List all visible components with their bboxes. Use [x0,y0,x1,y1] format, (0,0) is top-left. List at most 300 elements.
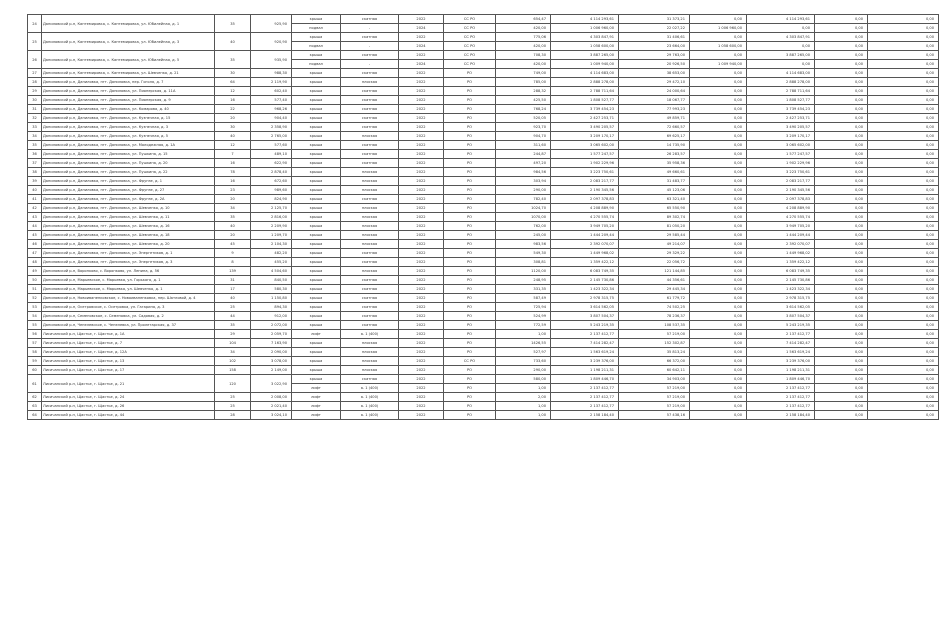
owners-cell: 0,00 [868,411,939,420]
budget-cell: 0,00 [815,42,868,51]
work-type-cell: крыша [292,375,341,384]
apartments-cell: 25 [215,402,251,411]
year-cell: 2022 [399,402,444,411]
organization-cell: РО [444,240,496,249]
table-row [28,204,939,213]
row-number-cell: 44 [28,222,42,231]
organization-cell: РО [444,366,496,375]
work-type-cell: лифт [292,411,341,420]
year-cell: 2022 [399,15,444,24]
cost-cell: 2 083 217,77 [551,177,619,186]
table-row [28,366,939,375]
address-cell: Лисичанский р-н, Щастье, г. Щастье, д. 1А [42,330,215,339]
apartments-cell: 34 [215,204,251,213]
table-row [28,123,939,132]
table-row [28,357,939,366]
apartments-cell: 30 [215,69,251,78]
table-row [28,33,939,42]
work-type-cell: крыша [292,186,341,195]
fund-cell: 0,00 [690,375,747,384]
volume-cell: 1024,70 [496,204,551,213]
fund-cell: 0,00 [690,204,747,213]
budget-cell: 0,00 [815,195,868,204]
budget-cell: 0,00 [815,357,868,366]
volume-cell: 331,35 [496,285,551,294]
table-row [28,51,939,60]
volume-cell: 785,00 [496,78,551,87]
apartments-cell: 35 [215,213,251,222]
work-type-cell: крыша [292,195,341,204]
fund-cell: 0,00 [690,393,747,402]
material-cell: скатная [341,105,399,114]
table-row [28,114,939,123]
work-type-cell: крыша [292,240,341,249]
fund-cell: 0,00 [690,267,747,276]
table-row [28,186,939,195]
work-type-cell: крыша [292,321,341,330]
apartments-cell: 35 [215,15,251,33]
fund-cell: 1 058 600,00 [690,42,747,51]
area-cell: 577,60 [251,141,292,150]
regional-fund-cell: 4 114 293,61 [747,15,815,24]
address-cell: Даниловский р-н, Даниловка, пгт. Даниловка, ул. Кузнечная, д. 15 [42,114,215,123]
address-cell: Даниловский р-н, Даниловка, пгт. Даниловка, ул. Энергетиков, д. 1 [42,249,215,258]
year-cell: 2024 [399,60,444,69]
area-cell: 672,60 [251,177,292,186]
cost-cell: 3 739 454,23 [551,105,619,114]
organization-cell: РО [444,375,496,384]
budget-cell: 0,00 [815,105,868,114]
address-cell: Даниловский р-н, Воронково, с. Воронково, ул. Ленина, д. 56 [42,267,215,276]
apartments-cell: 9 [215,249,251,258]
owners-cell: 0,00 [868,69,939,78]
row-number-cell: 30 [28,96,42,105]
address-cell: Даниловский р-н, Чепелевское, с. Чепелевка, ул. Пролетарская, д. 37 [42,321,215,330]
address-cell: Даниловский р-н, Даниловка, пгт. Даниловка, ул. Пушкина, д. 22 [42,168,215,177]
regional-fund-cell: 2 083 217,77 [747,177,815,186]
row-number-cell: 29 [28,87,42,96]
volume-cell: 782,40 [496,195,551,204]
area-cell: 1 150,80 [251,294,292,303]
table-row [28,312,939,321]
unit-cost-cell: 44 356,61 [619,276,690,285]
material-cell: - [341,42,399,51]
row-number-cell: 39 [28,177,42,186]
work-type-cell: крыша [292,303,341,312]
work-type-cell: крыша [292,294,341,303]
row-number-cell: 42 [28,204,42,213]
work-type-cell: крыша [292,348,341,357]
apartments-cell: 40 [215,33,251,51]
unit-cost-cell: 31 373,21 [619,15,690,24]
volume-cell: 708,30 [496,51,551,60]
table-row [28,222,939,231]
volume-cell: 420,00 [496,60,551,69]
area-cell: 2 104,30 [251,240,292,249]
year-cell: 2022 [399,384,444,393]
address-cell: Даниловский р-н, Даниловка, пгт. Даниловка, ул. Пионерская, д. 11А [42,87,215,96]
area-cell: 3 024,10 [251,411,292,420]
material-cell: плоская [341,222,399,231]
apartments-cell: 28 [215,411,251,420]
work-type-cell: крыша [292,150,341,159]
table-row [28,411,939,420]
table-row [28,159,939,168]
volume-cell: 248,95 [496,276,551,285]
apartments-cell: 78 [215,168,251,177]
regional-fund-cell: 0,00 [747,24,815,33]
apartments-cell: 139 [215,267,251,276]
year-cell: 2022 [399,159,444,168]
fund-cell: 0,00 [690,33,747,42]
area-cell: 968,26 [251,105,292,114]
row-number-cell: 40 [28,186,42,195]
unit-cost-cell: 29 472,10 [619,78,690,87]
cost-cell: 3 949 705,20 [551,222,619,231]
volume-cell: 420,00 [496,24,551,33]
fund-cell: 0,00 [690,123,747,132]
year-cell: 2024 [399,24,444,33]
year-cell: 2022 [399,96,444,105]
organization-cell: РО [444,222,496,231]
owners-cell: 0,00 [868,168,939,177]
year-cell: 2022 [399,195,444,204]
apartments-cell: 22 [215,105,251,114]
year-cell: 2022 [399,339,444,348]
organization-cell: РО [444,402,496,411]
address-cell: Даниловский р-н, Даниловка, пгт. Даниловка, ул. Шевченко, д. 10 [42,204,215,213]
cost-cell: 3 490 205,57 [551,123,619,132]
work-type-cell: лифт [292,330,341,339]
budget-cell: 0,00 [815,258,868,267]
owners-cell: 0,00 [868,339,939,348]
area-cell: 989,60 [251,186,292,195]
material-cell: скатная [341,123,399,132]
material-cell: плоская [341,132,399,141]
unit-cost-cell: 22 056,72 [619,258,690,267]
area-cell: 2 358,90 [251,123,292,132]
unit-cost-cell: 31 483,77 [619,177,690,186]
volume-cell: 1,00 [496,411,551,420]
owners-cell: 0,00 [868,231,939,240]
row-number-cell: 59 [28,357,42,366]
table-row [28,168,939,177]
cost-cell: 2 427 253,71 [551,114,619,123]
apartments-cell: 25 [215,303,251,312]
cost-cell: 1 902 229,96 [551,159,619,168]
regional-fund-cell: 1 359 422,12 [747,258,815,267]
organization-cell: РО [444,114,496,123]
cost-cell: 3 239 376,00 [551,357,619,366]
regional-fund-cell: 1 198 211,31 [747,366,815,375]
table-row [28,87,939,96]
volume-cell: 733,60 [496,357,551,366]
budget-cell: 0,00 [815,330,868,339]
volume-cell: 587,49 [496,294,551,303]
address-cell: Даниловский р-н, Даниловка, пгт. Даниловка, ул. Шевченко, д. 20 [42,240,215,249]
apartments-cell: 40 [215,294,251,303]
work-type-cell: крыша [292,276,341,285]
organization-cell: РО [444,303,496,312]
area-cell: 489,10 [251,150,292,159]
volume-cell: 524,99 [496,312,551,321]
row-number-cell: 33 [28,123,42,132]
unit-cost-cell: 72 660,57 [619,123,690,132]
budget-cell: 0,00 [815,24,868,33]
material-cell: а. 1 (400) [341,393,399,402]
area-cell: 2 816,00 [251,213,292,222]
material-cell: скатная [341,15,399,24]
row-number-cell: 27 [28,69,42,78]
fund-cell: 0,00 [690,240,747,249]
fund-cell: 0,00 [690,132,747,141]
address-cell: Даниловский р-н, Даниловка, пгт. Даниловка, пер. Гоголя, д. 7 [42,78,215,87]
organization-cell: РО [444,384,496,393]
year-cell: 2022 [399,141,444,150]
fund-cell: 0,00 [690,231,747,240]
regional-fund-cell: 1 577 247,57 [747,150,815,159]
budget-cell: 0,00 [815,285,868,294]
cost-cell: 2 978 315,75 [551,294,619,303]
address-cell: Даниловский р-н, Даниловка, пгт. Даниловка, ул. Фрунзе, д. 27 [42,186,215,195]
regional-fund-cell: 3 239 376,00 [747,357,815,366]
regional-fund-cell: 1 444 209,44 [747,231,815,240]
fund-cell: 0,00 [690,141,747,150]
address-cell: Даниловский р-н, Даниловка, пгт. Даниловка, ул. Фрунзе, д. 1 [42,177,215,186]
work-type-cell: крыша [292,123,341,132]
organization-cell: РО [444,411,496,420]
row-number-cell: 53 [28,303,42,312]
address-cell: Лисичанский р-н, Щастье, г. Щастье, д. 21 [42,375,215,393]
document-sheet [27,14,934,609]
material-cell: плоская [341,78,399,87]
work-type-cell: крыша [292,132,341,141]
row-number-cell: 36 [28,150,42,159]
owners-cell: 0,00 [868,204,939,213]
row-number-cell: 51 [28,285,42,294]
unit-cost-cell: 65 550,90 [619,204,690,213]
volume-cell: 580,00 [496,375,551,384]
owners-cell: 0,00 [868,357,939,366]
owners-cell: 0,00 [868,141,939,150]
unit-cost-cell: 23 664,00 [619,42,690,51]
unit-cost-cell: 60 642,11 [619,366,690,375]
organization-cell: РО [444,267,496,276]
fund-cell: 0,00 [690,276,747,285]
budget-cell: 0,00 [815,123,868,132]
regional-fund-cell: 4 114 683,00 [747,69,815,78]
material-cell: скатная [341,141,399,150]
unit-cost-cell: 24 000,64 [619,87,690,96]
row-number-cell: 31 [28,105,42,114]
regional-fund-cell: 1 563 619,24 [747,348,815,357]
organization-cell: РО [444,204,496,213]
fund-cell: 0,00 [690,411,747,420]
owners-cell: 0,00 [868,258,939,267]
table-row [28,285,939,294]
volume-cell: 527,97 [496,348,551,357]
material-cell: скатная [341,249,399,258]
material-cell: плоская [341,267,399,276]
area-cell: 920,90 [251,33,292,51]
year-cell: 2022 [399,312,444,321]
area-cell: 577,40 [251,96,292,105]
year-cell: 2022 [399,240,444,249]
cost-cell: 1 423 322,34 [551,285,619,294]
fund-cell: 0,00 [690,357,747,366]
table-row [28,258,939,267]
area-cell: 925,90 [251,15,292,33]
budget-cell: 0,00 [815,69,868,78]
table-row [28,213,939,222]
owners-cell: 0,00 [868,321,939,330]
regional-fund-cell: 2 392 070,07 [747,240,815,249]
material-cell: скатная [341,33,399,42]
owners-cell: 0,00 [868,267,939,276]
work-type-cell: крыша [292,33,341,42]
regional-fund-cell: 3 807 504,37 [747,312,815,321]
fund-cell: 0,00 [690,150,747,159]
unit-cost-cell: 29 445,34 [619,285,690,294]
owners-cell: 0,00 [868,330,939,339]
apartments-cell: 16 [215,177,251,186]
area-cell: 3 022,90 [251,375,292,393]
cost-cell: 2 888 278,00 [551,78,619,87]
unit-cost-cell: 77 993,23 [619,105,690,114]
work-type-cell: лифт [292,393,341,402]
owners-cell: 0,00 [868,312,939,321]
fund-cell: 0,00 [690,348,747,357]
row-number-cell: 28 [28,78,42,87]
year-cell: 2022 [399,114,444,123]
regional-fund-cell: 3 887 265,00 [747,51,815,60]
apartments-cell: 40 [215,132,251,141]
cost-cell: 3 223 750,61 [551,168,619,177]
apartments-cell: 158 [215,366,251,375]
table-row [28,96,939,105]
volume-cell: 904,70 [496,132,551,141]
owners-cell: 0,00 [868,132,939,141]
unit-cost-cell: 22 027,22 [619,24,690,33]
year-cell: 2022 [399,222,444,231]
budget-cell: 0,00 [815,348,868,357]
unit-cost-cell: 29 763,00 [619,51,690,60]
apartments-cell: 25 [215,393,251,402]
address-cell: Даниловский р-н, Кантемировка, с. Кантемировка, ул. Юбилейная, д. 1 [42,15,215,33]
unit-cost-cell: 34 903,00 [619,375,690,384]
row-number-cell: 49 [28,267,42,276]
fund-cell: 0,00 [690,402,747,411]
apartments-cell: 23 [215,186,251,195]
work-type-cell: крыша [292,114,341,123]
regional-fund-cell: 3 209 170,17 [747,132,815,141]
area-cell: 580,30 [251,285,292,294]
owners-cell: 0,00 [868,15,939,24]
volume-cell: 425,50 [496,96,551,105]
material-cell: скатная [341,69,399,78]
work-type-cell: крыша [292,231,341,240]
regional-fund-cell: 3 949 705,20 [747,222,815,231]
year-cell: 2022 [399,249,444,258]
volume-cell: 2,00 [496,393,551,402]
area-cell: 2 149,00 [251,366,292,375]
volume-cell: 303,94 [496,177,551,186]
year-cell: 2022 [399,393,444,402]
fund-cell: 0,00 [690,15,747,24]
material-cell: а. 1 (400) [341,402,399,411]
organization-cell: РО [444,321,496,330]
apartments-cell: 35 [215,321,251,330]
unit-cost-cell: 108 537,35 [619,321,690,330]
apartments-cell: 20 [215,231,251,240]
row-number-cell: 26 [28,51,42,69]
row-number-cell: 32 [28,114,42,123]
area-cell: 2 878,40 [251,168,292,177]
material-cell: скатная [341,312,399,321]
unit-cost-cell: 57 219,00 [619,330,690,339]
area-cell: 2 059,70 [251,330,292,339]
material-cell: плоская [341,186,399,195]
organization-cell: РО [444,123,496,132]
area-cell: 2 090,00 [251,348,292,357]
material-cell: скатная [341,321,399,330]
unit-cost-cell: 57 438,16 [619,411,690,420]
work-type-cell: крыша [292,357,341,366]
apartments-cell: 20 [215,114,251,123]
budget-cell: 0,00 [815,177,868,186]
owners-cell: 0,00 [868,348,939,357]
material-cell: плоская [341,204,399,213]
address-cell: Даниловский р-н, Даниловка, пгт. Даниловка, ул. Молодежная, д. 1А [42,141,215,150]
cost-cell: 3 807 504,37 [551,312,619,321]
cost-cell: 1 563 619,24 [551,348,619,357]
organization-cell: РО [444,168,496,177]
unit-cost-cell: 49 214,07 [619,240,690,249]
fund-cell: 0,00 [690,51,747,60]
cost-cell: 5 243 219,35 [551,321,619,330]
year-cell: 2022 [399,294,444,303]
year-cell: 2022 [399,303,444,312]
budget-cell: 0,00 [815,402,868,411]
work-type-cell: крыша [292,249,341,258]
regional-fund-cell: 1 449 968,02 [747,249,815,258]
budget-cell: 0,00 [815,168,868,177]
fund-cell: 0,00 [690,321,747,330]
unit-cost-cell: 69 625,17 [619,132,690,141]
apartments-cell: 16 [215,96,251,105]
regional-fund-cell: 2 788 711,64 [747,87,815,96]
budget-cell: 0,00 [815,393,868,402]
year-cell: 2022 [399,33,444,42]
owners-cell: 0,00 [868,123,939,132]
area-cell: 840,50 [251,276,292,285]
year-cell: 2022 [399,276,444,285]
regional-fund-cell: 2 137 412,77 [747,402,815,411]
owners-cell: 0,00 [868,150,939,159]
cost-cell: 2 190 345,56 [551,186,619,195]
regional-fund-cell: 3 223 750,61 [747,168,815,177]
unit-cost-cell: 74 502,25 [619,303,690,312]
material-cell: плоская [341,339,399,348]
row-number-cell: 63 [28,402,42,411]
address-cell: Даниловский р-н, Даниловка, пгт. Даниловка, ул. Шевченко, д. 16 [42,222,215,231]
budget-cell: 0,00 [815,267,868,276]
material-cell: скатная [341,303,399,312]
volume-cell: 775,06 [496,33,551,42]
regional-fund-cell: 2 137 412,77 [747,330,815,339]
budget-cell: 0,00 [815,60,868,69]
work-type-cell: лифт [292,384,341,393]
